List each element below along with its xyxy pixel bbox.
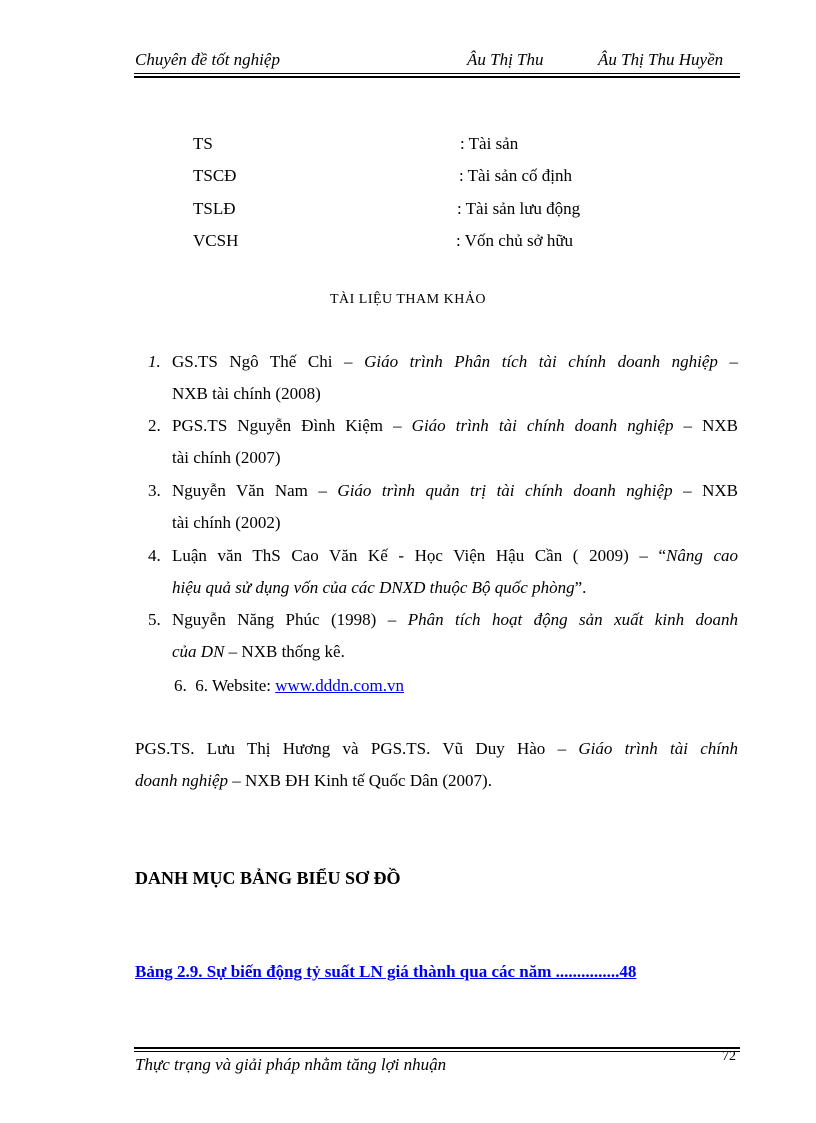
reference-author: Luận văn ThS Cao Văn Kế - Học Viện Hậu Cần ( 2009) <box>172 546 629 565</box>
reference-line-2 <box>172 636 738 668</box>
reference-tail: ”. <box>574 578 587 597</box>
reference-tail: – NXB <box>672 481 739 500</box>
abbreviation-term: VCSH <box>193 231 239 250</box>
reference-title: Phân tích hoạt động sản xuất kinh doanh <box>407 610 739 629</box>
extra-reference-line-2 <box>135 765 738 797</box>
reference-author: GS.TS Ngô Thế Chi <box>172 352 333 371</box>
abbreviation-term: TSCĐ <box>193 166 237 185</box>
reference-item <box>0 604 816 668</box>
reference-line-2: tài chính (2002) <box>172 513 281 532</box>
reference-number: 6. <box>174 676 187 695</box>
reference-line-2: tài chính (2007) <box>172 448 281 467</box>
references-title: TÀI LIỆU THAM KHẢO <box>329 292 487 307</box>
abbreviation-definition: : Tài sản <box>460 134 519 153</box>
reference-item <box>0 346 816 410</box>
reference-number: 3. <box>148 481 161 500</box>
toc-entry-link[interactable] <box>135 962 738 982</box>
reference-line-1 <box>172 410 738 442</box>
extra-reference-line-1 <box>135 733 738 765</box>
reference-title-continued: của DN <box>172 642 225 661</box>
reference-line-2 <box>172 572 738 604</box>
reference-item <box>0 475 816 539</box>
reference-separator: – <box>545 739 579 758</box>
abbreviation-definition: : Vốn chủ sở hữu <box>456 231 574 250</box>
reference-author: PGS.TS Nguyễn Đình Kiệm <box>172 416 384 435</box>
toc-entry-label[interactable]: Bảng 2.9. Sự biến động tỷ suất LN giá thành qua các năm <box>135 962 552 981</box>
reference-separator: – “ <box>628 546 666 565</box>
abbreviation-term: TS <box>193 134 213 153</box>
reference-line-1 <box>172 604 738 636</box>
reference-number: 1. <box>148 352 161 371</box>
reference-separator: – <box>383 416 412 435</box>
toc-entry-page[interactable]: 48 <box>619 962 637 981</box>
header-author-short: Âu Thị Thu <box>467 50 544 69</box>
reference-author: Nguyễn Năng Phúc (1998) <box>172 610 377 629</box>
reference-tail: – <box>717 352 738 371</box>
reference-number: 5. <box>148 610 161 629</box>
reference-separator: – <box>307 481 338 500</box>
reference-tail: – NXB thống kê. <box>224 642 345 661</box>
reference-title-continued: doanh nghiệp <box>135 771 229 790</box>
reference-author: PGS.TS. Lưu Thị Hương và PGS.TS. Vũ Duy Hào <box>135 739 546 758</box>
reference-tail: – NXB ĐH Kinh tế Quốc Dân (2007). <box>228 771 492 790</box>
header-author-full: Âu Thị Thu Huyền <box>598 50 724 69</box>
reference-separator: – <box>332 352 365 371</box>
reference-item <box>0 540 816 604</box>
reference-item <box>174 670 404 702</box>
abbreviation-definition: : Tài sản cố định <box>459 166 572 185</box>
reference-title-continued: hiệu quả sử dụng vốn của các DNXD thuộc Bộ quốc phòng <box>172 578 575 597</box>
reference-item <box>0 410 816 474</box>
header-rule <box>134 73 740 78</box>
reference-title: Giáo trình Phân tích tài chính doanh nghiệp <box>364 352 718 371</box>
reference-line-1 <box>172 475 738 507</box>
abbreviation-term: TSLĐ <box>193 199 236 218</box>
reference-line-1 <box>172 346 738 378</box>
footer-text: Thực trạng và giải pháp nhằm tăng lợi nhuận <box>135 1055 447 1074</box>
reference-title: Nâng cao <box>666 546 738 565</box>
reference-number: 2. <box>148 416 161 435</box>
reference-separator: – <box>376 610 408 629</box>
reference-title: Giáo trình tài chính <box>578 739 739 758</box>
reference-number: 4. <box>148 546 161 565</box>
extra-reference <box>135 733 738 797</box>
reference-line-2: NXB tài chính (2008) <box>172 384 321 403</box>
footer-rule <box>134 1047 740 1052</box>
page-number: 72 <box>722 1049 736 1064</box>
abbreviation-definition: : Tài sản lưu động <box>457 199 581 218</box>
reference-line-1 <box>172 540 738 572</box>
website-link[interactable]: www.dddn.com.vn <box>275 676 405 695</box>
reference-author: Nguyễn Văn Nam <box>172 481 308 500</box>
list-of-tables-title: DANH MỤC BẢNG BIỂU SƠ ĐỒ <box>135 868 401 888</box>
reference-title: Giáo trình quản trị tài chính doanh nghiệp <box>337 481 673 500</box>
toc-entry-leader[interactable]: ............... <box>551 962 620 981</box>
reference-label: 6. Website: <box>195 676 276 695</box>
reference-tail: – NXB <box>673 416 739 435</box>
reference-title: Giáo trình tài chính doanh nghiệp <box>411 416 674 435</box>
header-left-text: Chuyên đề tốt nghiệp <box>135 50 280 69</box>
